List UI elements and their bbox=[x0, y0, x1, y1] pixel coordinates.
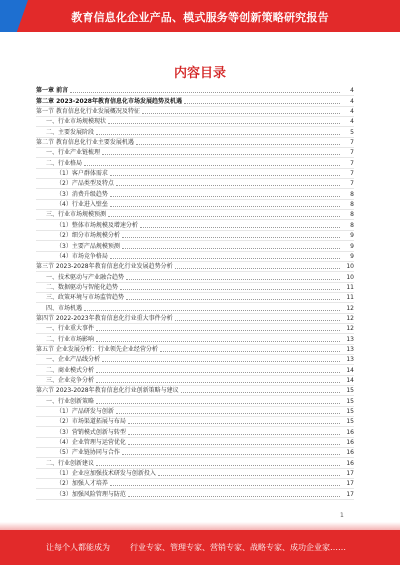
toc-entry-page: 8 bbox=[350, 190, 354, 198]
toc-entry-label: （4）市场竞争格局 bbox=[56, 252, 108, 260]
toc-leader-dots bbox=[102, 361, 340, 362]
toc-entry-label: 二、商业模式分析 bbox=[46, 366, 95, 374]
toc-entry-label: 第二节 教育信息化行业主要发展机遇 bbox=[36, 139, 134, 147]
toc-entry-label: 二、行业格局 bbox=[46, 159, 83, 167]
toc-leader-dots bbox=[122, 248, 340, 249]
toc-leader-dots bbox=[116, 413, 340, 414]
toc-entry[interactable] bbox=[36, 179, 354, 189]
toc-entry-page: 11 bbox=[346, 294, 354, 302]
toc-entry-page: 8 bbox=[350, 211, 354, 219]
toc-entry-label: 三、政策环境与市场监管趋势 bbox=[46, 294, 125, 302]
toc-entry-label: 第一节 教育信息化行业发展概况及特征 bbox=[36, 108, 140, 116]
toc-entry[interactable] bbox=[36, 272, 354, 282]
toc-entry-label: （4）企业管理与运营优化 bbox=[56, 439, 126, 447]
toc-entry[interactable] bbox=[36, 448, 354, 458]
toc-entry-label: 一、技术驱动与产业融合趋势 bbox=[46, 273, 125, 281]
toc-entry-label: 三、行业市场规模预测 bbox=[46, 211, 107, 219]
toc-leader-dots bbox=[160, 351, 340, 352]
toc-entry-label: 二、数据驱动与智能化趋势 bbox=[46, 283, 119, 291]
toc-entry-page: 4 bbox=[350, 97, 354, 105]
toc-entry-label: （3）主要产品规模预测 bbox=[56, 242, 120, 250]
toc-entry-label: 四、市场机遇 bbox=[46, 304, 83, 312]
toc-leader-dots bbox=[116, 185, 340, 186]
toc-entry-page: 15 bbox=[346, 418, 354, 426]
toc-entry[interactable] bbox=[36, 417, 354, 427]
toc-entry-page: 16 bbox=[346, 459, 354, 467]
toc-entry-label: 一、行业重大事件 bbox=[46, 325, 95, 333]
toc-entry-label: 二、行业创新建议 bbox=[46, 459, 95, 467]
toc-entry[interactable] bbox=[36, 355, 354, 365]
toc-entry[interactable] bbox=[36, 148, 354, 158]
toc-entry[interactable] bbox=[36, 210, 354, 220]
toc-entry-page: 5 bbox=[350, 128, 354, 136]
toc-entry-page: 9 bbox=[350, 242, 354, 250]
toc-leader-dots bbox=[175, 268, 340, 269]
toc-entry[interactable] bbox=[36, 376, 354, 386]
toc-entry-page: 17 bbox=[346, 480, 354, 488]
toc-entry-page: 9 bbox=[350, 232, 354, 240]
toc-entry-page: 12 bbox=[346, 325, 354, 333]
toc-leader-dots bbox=[175, 320, 340, 321]
toc-entry-label: 二、行业市场影响 bbox=[46, 335, 95, 343]
toc-entry[interactable] bbox=[36, 96, 354, 106]
toc-entry-page: 13 bbox=[346, 335, 354, 343]
table-of-contents bbox=[36, 86, 354, 500]
toc-leader-dots bbox=[110, 206, 340, 207]
toc-leader-dots bbox=[128, 496, 340, 497]
toc-entry-page: 4 bbox=[350, 87, 354, 95]
toc-entry-label: （3）加强风险管理与防范 bbox=[56, 490, 126, 498]
toc-leader-dots bbox=[158, 475, 340, 476]
toc-leader-dots bbox=[96, 134, 340, 135]
toc-leader-dots bbox=[184, 103, 340, 104]
toc-leader-dots bbox=[96, 403, 340, 404]
toc-entry[interactable] bbox=[36, 407, 354, 417]
toc-leader-dots bbox=[96, 465, 340, 466]
toc-entry[interactable] bbox=[36, 479, 354, 489]
toc-leader-dots bbox=[96, 330, 340, 331]
toc-entry-label: （2）产品类型及特点 bbox=[56, 180, 114, 188]
toc-entry-label: 三、企业竞争分析 bbox=[46, 376, 95, 384]
toc-entry[interactable] bbox=[36, 469, 354, 479]
toc-entry-page: 13 bbox=[346, 345, 354, 353]
toc-entry-page: 4 bbox=[350, 118, 354, 126]
toc-entry-label: 第一章 前言 bbox=[36, 87, 69, 95]
toc-entry-label: 一、行业市场规模现状 bbox=[46, 118, 107, 126]
toc-entry-page: 15 bbox=[346, 408, 354, 415]
toc-entry[interactable] bbox=[36, 334, 354, 344]
toc-entry-label: （5）产业链协同与合作 bbox=[56, 449, 120, 457]
toc-entry-page: 17 bbox=[346, 470, 354, 478]
toc-entry[interactable] bbox=[36, 189, 354, 199]
toc-leader-dots bbox=[108, 123, 340, 124]
toc-entry[interactable] bbox=[36, 293, 354, 303]
toc-leader-dots bbox=[110, 485, 340, 486]
toc-entry[interactable] bbox=[36, 458, 354, 468]
toc-leader-dots bbox=[128, 423, 340, 424]
toc-leader-dots bbox=[110, 258, 340, 259]
toc-entry[interactable] bbox=[36, 107, 354, 117]
toc-entry[interactable] bbox=[36, 386, 354, 396]
toc-entry[interactable] bbox=[36, 169, 354, 179]
toc-leader-dots bbox=[102, 154, 340, 155]
footer-slogan-right: 行业专家、管理专家、营销专家、战略专家、成功企业家…… bbox=[130, 543, 346, 552]
toc-entry-page: 13 bbox=[346, 356, 354, 364]
footer-slogan-left: 让每个人都能成为 bbox=[46, 543, 110, 552]
toc-entry-label: 第四节 2022-2023年教育信息化行业重大事件分析 bbox=[36, 314, 173, 322]
toc-leader-dots bbox=[84, 165, 340, 166]
toc-entry-page: 7 bbox=[350, 159, 354, 167]
toc-entry[interactable] bbox=[36, 262, 354, 272]
toc-entry-page: 8 bbox=[350, 201, 354, 209]
toc-entry-page: 16 bbox=[346, 449, 354, 457]
header-banner bbox=[0, 0, 400, 32]
toc-leader-dots bbox=[126, 279, 340, 280]
toc-entry-page: 7 bbox=[350, 149, 354, 157]
toc-entry-page: 9 bbox=[350, 252, 354, 260]
toc-leader-dots bbox=[122, 237, 340, 238]
toc-entry-page: 7 bbox=[350, 170, 354, 178]
toc-leader-dots bbox=[128, 444, 340, 445]
toc-entry[interactable] bbox=[36, 303, 354, 313]
toc-entry-label: （1）整体市场规模及增速分析 bbox=[56, 221, 138, 229]
toc-leader-dots bbox=[96, 372, 340, 373]
toc-entry-page: 17 bbox=[346, 490, 354, 498]
toc-entry[interactable] bbox=[36, 427, 354, 437]
toc-entry-label: 二、主要发展阶段 bbox=[46, 128, 95, 136]
toc-entry-page: 7 bbox=[350, 180, 354, 188]
toc-entry-label: （2）加强人才培养 bbox=[56, 480, 108, 488]
toc-entry-label: （4）行业进入壁垒 bbox=[56, 201, 108, 209]
toc-entry-page: 16 bbox=[346, 439, 354, 447]
toc-entry-label: （2）市场渠道拓展与布局 bbox=[56, 418, 126, 426]
toc-entry-page: 15 bbox=[346, 397, 354, 405]
toc-entry-label: （1）客户群体需求 bbox=[56, 170, 108, 178]
toc-entry[interactable] bbox=[36, 324, 354, 334]
toc-leader-dots bbox=[140, 227, 340, 228]
toc-entry[interactable] bbox=[36, 158, 354, 168]
toc-entry-page: 4 bbox=[350, 108, 354, 116]
toc-leader-dots bbox=[136, 144, 340, 145]
toc-entry-page: 16 bbox=[346, 428, 354, 436]
toc-leader-dots bbox=[142, 113, 340, 114]
toc-entry-label: 第三节 2023-2028年教育信息化行业发展趋势分析 bbox=[36, 263, 173, 271]
toc-leader-dots bbox=[84, 310, 340, 311]
toc-entry-page: 14 bbox=[346, 376, 354, 384]
toc-entry[interactable] bbox=[36, 396, 354, 406]
toc-entry-label: （3）营销模式创新与转型 bbox=[56, 428, 126, 436]
toc-entry-label: （1）企业应加强技术研发与创新投入 bbox=[56, 470, 156, 478]
page-number: 1 bbox=[340, 512, 344, 519]
toc-entry-label: 一、行业产业链梳理 bbox=[46, 149, 101, 157]
toc-entry-page: 10 bbox=[346, 273, 354, 281]
toc-leader-dots bbox=[120, 289, 340, 290]
toc-entry[interactable] bbox=[36, 117, 354, 127]
toc-leader-dots bbox=[122, 454, 340, 455]
toc-entry[interactable] bbox=[36, 127, 354, 137]
toc-entry[interactable] bbox=[36, 438, 354, 448]
toc-entry[interactable] bbox=[36, 200, 354, 210]
toc-leader-dots bbox=[110, 196, 340, 197]
toc-entry-page: 12 bbox=[346, 304, 354, 312]
toc-entry[interactable] bbox=[36, 86, 354, 96]
toc-leader-dots bbox=[96, 382, 340, 383]
toc-leader-dots bbox=[181, 392, 340, 393]
toc-entry-label: （3）消费升级趋势 bbox=[56, 190, 108, 198]
toc-entry[interactable] bbox=[36, 489, 354, 499]
toc-entry-label: 第五节 企业发展分析：行业领先企业经营分析 bbox=[36, 345, 158, 353]
toc-heading: 内容目录 bbox=[173, 66, 226, 81]
toc-entry-page: 15 bbox=[346, 387, 354, 395]
toc-entry-page: 8 bbox=[350, 221, 354, 229]
toc-entry-page: 12 bbox=[346, 314, 354, 322]
toc-entry-label: （2）细分市场规模分析 bbox=[56, 232, 120, 240]
toc-entry[interactable] bbox=[36, 241, 354, 251]
toc-leader-dots bbox=[110, 175, 340, 176]
toc-leader-dots bbox=[126, 299, 340, 300]
toc-entry-label: （1）产品研发与创新 bbox=[56, 408, 114, 415]
footer-banner bbox=[0, 530, 400, 565]
toc-leader-dots bbox=[128, 434, 340, 435]
toc-entry[interactable] bbox=[36, 220, 354, 230]
toc-entry[interactable] bbox=[36, 283, 354, 293]
toc-entry-page: 7 bbox=[350, 139, 354, 147]
footer-fade bbox=[0, 522, 400, 530]
toc-entry[interactable] bbox=[36, 345, 354, 355]
toc-leader-dots bbox=[108, 216, 340, 217]
toc-entry[interactable] bbox=[36, 138, 354, 148]
toc-leader-dots bbox=[96, 341, 340, 342]
toc-entry[interactable] bbox=[36, 365, 354, 375]
report-title: 教育信息化企业产品、模式服务等创新策略研究报告 bbox=[71, 11, 329, 24]
toc-entry-label: 第六节 2023-2028年教育信息化行业创新策略与建议 bbox=[36, 387, 179, 395]
toc-entry-label: 一、行业创新策略 bbox=[46, 397, 95, 405]
toc-entry-page: 11 bbox=[346, 283, 354, 291]
toc-entry-label: 第二章 2023-2028年教育信息化市场发展趋势及机遇 bbox=[36, 97, 182, 105]
toc-entry[interactable] bbox=[36, 314, 354, 324]
toc-leader-dots bbox=[70, 92, 340, 93]
toc-entry-page: 14 bbox=[346, 366, 354, 374]
toc-entry[interactable] bbox=[36, 252, 354, 262]
toc-entry[interactable] bbox=[36, 231, 354, 241]
toc-entry-page: 10 bbox=[346, 263, 354, 271]
toc-entry-label: 一、企业产品线分析 bbox=[46, 356, 101, 364]
